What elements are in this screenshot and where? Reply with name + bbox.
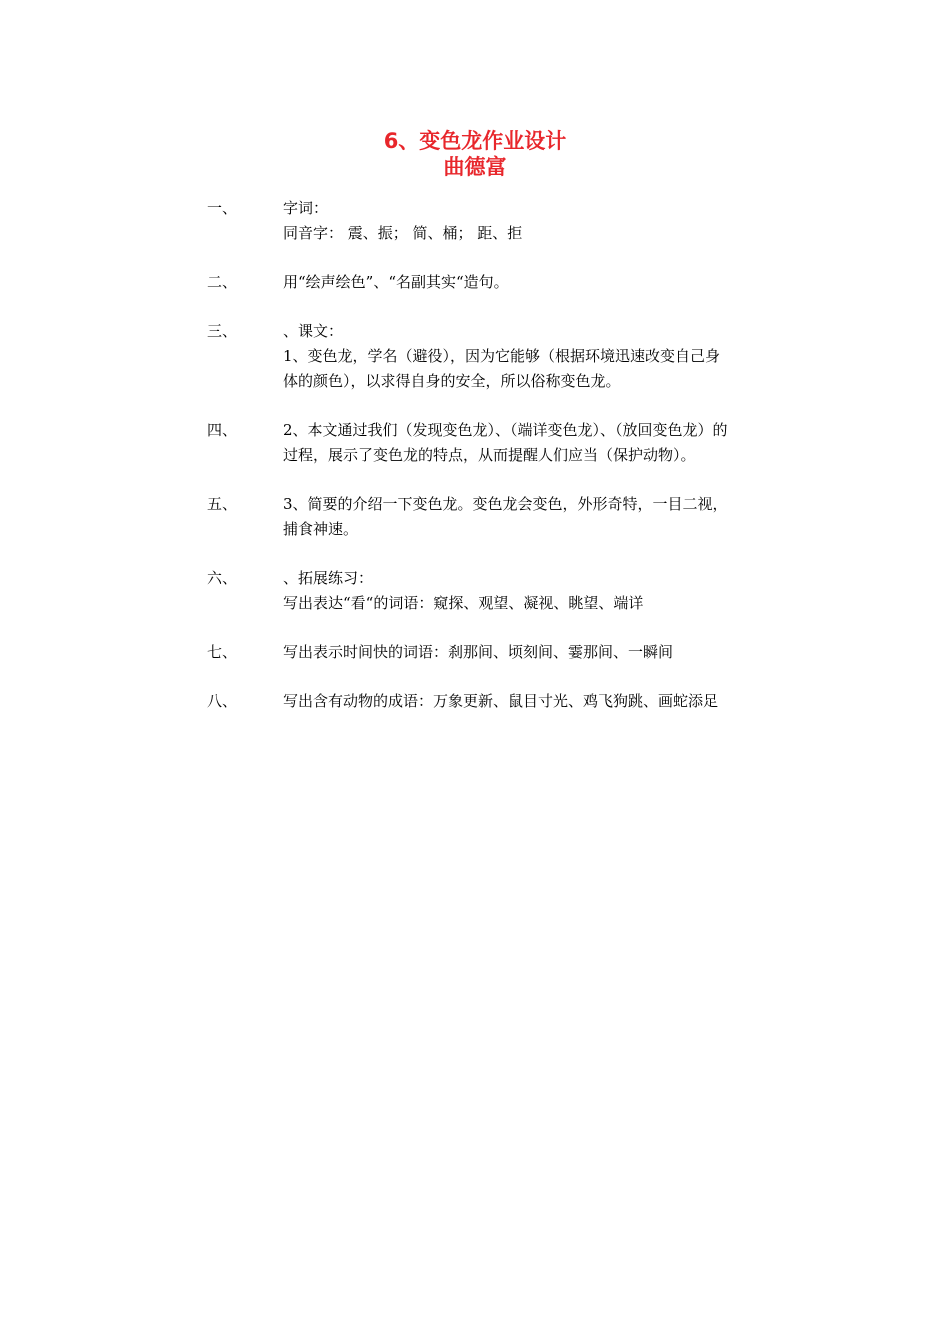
item-marker: 五、: [207, 495, 238, 513]
item-line: 写出表达“看“的词语：窥探、观望、凝视、眺望、端详: [283, 594, 644, 612]
item-line: 字词：: [283, 199, 329, 217]
item-marker: 四、: [207, 421, 238, 439]
item-body: [283, 319, 783, 394]
exercise-item-6: [207, 566, 787, 616]
title-author: 曲德富: [443, 155, 507, 179]
item-marker: 六、: [207, 569, 238, 587]
item-line: 3、简要的介绍一下变色龙。变色龙会变色，外形奇特，一目二视，: [283, 495, 728, 513]
item-body: [283, 689, 783, 714]
exercise-item-3: [207, 319, 787, 394]
exercise-list: [207, 196, 787, 738]
item-line: 体的颜色），以求得自身的安全，所以俗称变色龙。: [283, 372, 621, 390]
item-line: 同音字： 震、振； 简、桶； 距、拒: [283, 224, 523, 242]
item-line: 、拓展练习：: [283, 569, 374, 587]
item-body: [283, 492, 783, 542]
exercise-item-8: [207, 689, 787, 714]
item-line: 用“绘声绘色”、“名副其实“造句。: [283, 273, 509, 291]
item-marker: 七、: [207, 643, 238, 661]
item-marker: 一、: [207, 199, 238, 217]
item-line: 写出含有动物的成语：万象更新、鼠目寸光、鸡飞狗跳、画蛇添足: [283, 692, 719, 710]
item-line: 捕食神速。: [283, 520, 359, 538]
item-body: [283, 196, 783, 246]
item-body: [283, 418, 783, 468]
exercise-item-1: [207, 196, 787, 246]
item-body: [283, 270, 783, 295]
item-marker: 八、: [207, 692, 238, 710]
exercise-item-2: [207, 270, 787, 295]
item-marker: 二、: [207, 273, 238, 291]
item-line: 2、本文通过我们（发现变色龙）、（端详变色龙）、（放回变色龙）的: [283, 421, 728, 439]
exercise-item-5: [207, 492, 787, 542]
item-line: 写出表示时间快的词语：刹那间、顷刻间、霎那间、一瞬间: [283, 643, 674, 661]
exercise-item-7: [207, 640, 787, 665]
item-line: 1、变色龙，学名（避役），因为它能够（根据环境迅速改变自己身: [283, 347, 721, 365]
exercise-item-4: [207, 418, 787, 468]
document-title: [0, 128, 950, 180]
item-body: [283, 566, 783, 616]
title-main: 6、变色龙作业设计: [383, 129, 567, 153]
item-line: 过程，展示了变色龙的特点，从而提醒人们应当（保护动物）。: [283, 446, 696, 464]
item-line: 、课文：: [283, 322, 344, 340]
item-body: [283, 640, 783, 665]
item-marker: 三、: [207, 322, 238, 340]
